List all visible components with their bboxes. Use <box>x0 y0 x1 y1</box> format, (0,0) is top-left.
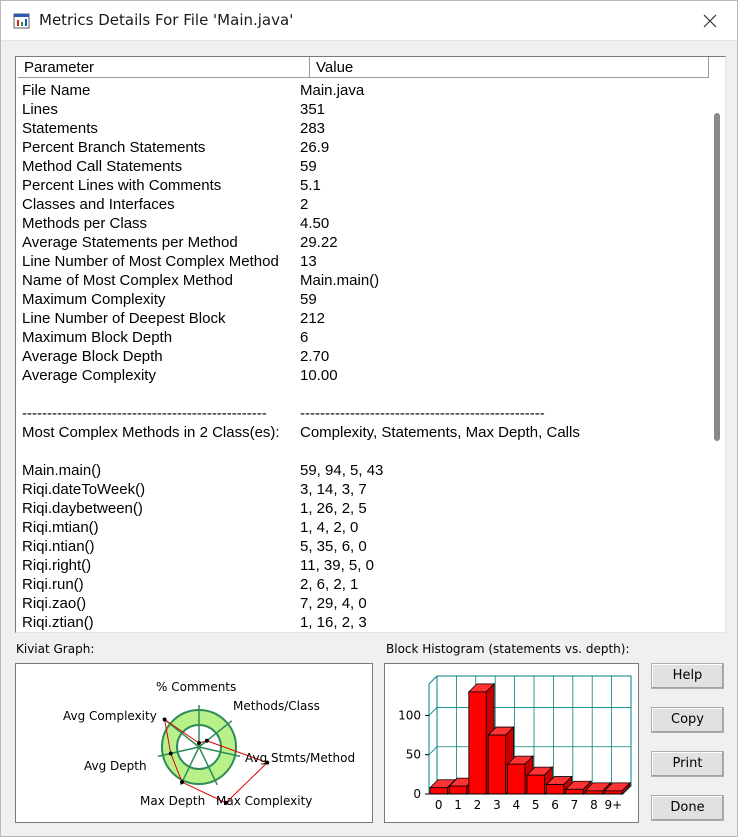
value-cell: 5.1 <box>300 177 321 194</box>
value-cell: 1, 16, 2, 3 <box>300 614 367 631</box>
parameter-cell: Line Number of Deepest Block <box>22 310 226 327</box>
parameter-cell: Riqi.daybetween() <box>22 500 143 517</box>
histogram-xtick-label: 3 <box>493 798 501 812</box>
copy-button[interactable]: Copy <box>651 707 724 733</box>
histogram-bar <box>449 786 466 794</box>
close-icon <box>703 14 717 28</box>
histogram-bar <box>430 788 447 794</box>
kiviat-svg <box>16 664 372 822</box>
value-cell: 2 <box>300 196 309 213</box>
parameter-cell: ------------------------------------------------- <box>22 405 267 422</box>
table-row[interactable] <box>22 423 712 442</box>
parameter-cell: Methods per Class <box>22 215 148 232</box>
histogram-label: Block Histogram (statements vs. depth): <box>386 642 630 656</box>
value-cell: 26.9 <box>300 139 330 156</box>
help-button[interactable]: Help <box>651 663 724 689</box>
table-row[interactable] <box>22 613 712 632</box>
kiviat-axis-label: Max Depth <box>140 794 206 808</box>
table-row[interactable] <box>22 81 712 100</box>
kiviat-graph <box>15 663 373 823</box>
kiviat-point <box>205 739 209 743</box>
histogram-xtick-label: 6 <box>551 798 559 812</box>
table-row[interactable] <box>22 556 712 575</box>
histogram-left-wall-top <box>429 676 437 684</box>
histogram-ytick-label: 0 <box>413 787 421 801</box>
parameter-cell: Riqi.dateToWeek() <box>22 481 146 498</box>
kiviat-axis-label: Methods/Class <box>233 699 320 713</box>
histogram-bar <box>566 789 583 794</box>
print-button[interactable]: Print <box>651 751 724 777</box>
parameter-cell: Average Statements per Method <box>22 234 238 251</box>
table-row[interactable] <box>22 575 712 594</box>
histogram-xtick-label: 4 <box>512 798 521 812</box>
value-cell: 4.50 <box>300 215 330 232</box>
table-row[interactable] <box>22 252 712 271</box>
table-row[interactable] <box>22 461 712 480</box>
histogram-xtick-label: 0 <box>434 798 443 812</box>
table-row[interactable] <box>22 233 712 252</box>
value-cell: 13 <box>300 253 317 270</box>
parameter-cell: Lines <box>22 101 58 118</box>
table-row[interactable] <box>22 404 712 423</box>
value-cell: 5, 35, 6, 0 <box>300 538 367 555</box>
kiviat-point <box>169 751 173 755</box>
kiviat-axis-label: Avg Depth <box>84 759 147 773</box>
parameter-cell: Maximum Block Depth <box>22 329 173 346</box>
table-row[interactable] <box>22 309 712 328</box>
parameter-cell: Main.main() <box>22 462 102 479</box>
table-row[interactable] <box>22 385 712 404</box>
value-cell: 11, 39, 5, 0 <box>300 557 374 574</box>
table-row[interactable] <box>22 157 712 176</box>
value-cell: 212 <box>300 310 326 327</box>
value-cell: 351 <box>300 101 326 118</box>
histogram-bar <box>527 775 544 794</box>
parameter-cell: File Name <box>22 82 91 99</box>
value-cell: Complexity, Statements, Max Depth, Calls <box>300 424 580 441</box>
parameter-cell: Most Complex Methods in 2 Class(es): <box>22 424 280 441</box>
parameter-cell: Riqi.zao() <box>22 595 87 612</box>
table-row[interactable] <box>22 347 712 366</box>
histogram-bar <box>508 764 525 794</box>
histogram-xtick-label: 1 <box>454 798 462 812</box>
histogram-svg <box>385 664 638 822</box>
app-icon <box>13 12 31 30</box>
value-cell: Main.main() <box>300 272 380 289</box>
kiviat-point <box>197 741 201 745</box>
metrics-rows <box>22 81 712 632</box>
value-cell: 59, 94, 5, 43 <box>300 462 384 479</box>
column-header-value[interactable]: Value <box>309 57 709 78</box>
window-title: Metrics Details For File 'Main.java' <box>39 11 294 29</box>
parameter-cell: Average Complexity <box>22 367 156 384</box>
block-histogram <box>384 663 639 823</box>
table-row[interactable] <box>22 271 712 290</box>
kiviat-axis-label: % Comments <box>156 680 237 694</box>
done-button[interactable]: Done <box>651 795 724 821</box>
kiviat-label: Kiviat Graph: <box>16 642 95 656</box>
scroll-thumb[interactable] <box>714 113 720 441</box>
table-row[interactable] <box>22 290 712 309</box>
parameter-cell: Method Call Statements <box>22 158 183 175</box>
histogram-gridline-side <box>429 747 437 755</box>
parameter-cell: Percent Lines with Comments <box>22 177 222 194</box>
value-cell: 6 <box>300 329 309 346</box>
parameter-cell: Percent Branch Statements <box>22 139 206 156</box>
parameter-cell: Maximum Complexity <box>22 291 166 308</box>
value-cell: 29.22 <box>300 234 338 251</box>
kiviat-point <box>180 780 184 784</box>
title-bar <box>1 1 737 41</box>
kiviat-axis-label: Avg Stmts/Method <box>245 751 356 765</box>
parameter-cell <box>22 442 300 461</box>
column-header-parameter[interactable]: Parameter <box>18 57 310 78</box>
histogram-xtick-label: 8 <box>590 798 598 812</box>
kiviat-point <box>163 718 167 722</box>
parameter-cell: Riqi.ztian() <box>22 614 94 631</box>
parameter-cell: Statements <box>22 120 98 137</box>
value-cell <box>300 442 700 461</box>
parameter-cell: Classes and Interfaces <box>22 196 175 213</box>
table-row[interactable] <box>22 214 712 233</box>
value-cell: 59 <box>300 158 317 175</box>
parameter-cell: Riqi.right() <box>22 557 92 574</box>
histogram-ytick-label: 100 <box>398 708 421 723</box>
table-row[interactable] <box>22 100 712 119</box>
histogram-xtick-label: 9+ <box>604 798 623 812</box>
close-button[interactable] <box>687 1 733 40</box>
vertical-scrollbar[interactable] <box>708 79 725 632</box>
value-cell: 283 <box>300 120 326 137</box>
histogram-gridline-side <box>429 707 437 715</box>
table-row[interactable] <box>22 138 712 157</box>
value-cell: 3, 14, 3, 7 <box>300 481 367 498</box>
histogram-bar <box>546 785 563 794</box>
parameter-cell: Average Block Depth <box>22 348 163 365</box>
table-row[interactable] <box>22 176 712 195</box>
value-cell: 2.70 <box>300 348 330 365</box>
parameter-cell: Name of Most Complex Method <box>22 272 233 289</box>
histogram-xtick-label: 7 <box>570 798 579 812</box>
table-row[interactable] <box>22 119 712 138</box>
table-row[interactable] <box>22 442 712 461</box>
parameter-cell: Riqi.mtian() <box>22 519 99 536</box>
parameter-cell: Line Number of Most Complex Method <box>22 253 279 270</box>
value-cell: Main.java <box>300 82 365 99</box>
histogram-bar <box>469 692 486 794</box>
parameter-cell: Riqi.run() <box>22 576 84 593</box>
table-row[interactable] <box>22 499 712 518</box>
table-row[interactable] <box>22 594 712 613</box>
value-cell: 1, 4, 2, 0 <box>300 519 359 536</box>
kiviat-axis-label: Max Complexity <box>216 794 313 808</box>
table-row[interactable] <box>22 518 712 537</box>
value-cell: 10.00 <box>300 367 338 384</box>
table-row[interactable] <box>22 366 712 385</box>
value-cell <box>300 385 700 404</box>
kiviat-axis-label: Avg Complexity <box>63 709 157 723</box>
parameter-cell <box>22 385 300 404</box>
table-row[interactable] <box>22 480 712 499</box>
histogram-bar <box>488 735 505 794</box>
metrics-list[interactable] <box>15 56 726 633</box>
histogram-xtick-label: 2 <box>473 798 482 812</box>
value-cell: 2, 6, 2, 1 <box>300 576 359 593</box>
table-row[interactable] <box>22 195 712 214</box>
histogram-ytick-label: 50 <box>405 747 421 762</box>
value-cell: 7, 29, 4, 0 <box>300 595 367 612</box>
value-cell: 1, 26, 2, 5 <box>300 500 367 517</box>
value-cell: ------------------------------------------------- <box>300 405 545 422</box>
table-row[interactable] <box>22 328 712 347</box>
histogram-xtick-label: 5 <box>531 798 540 812</box>
value-cell: 59 <box>300 291 317 308</box>
parameter-cell: Riqi.ntian() <box>22 538 95 555</box>
table-row[interactable] <box>22 537 712 556</box>
